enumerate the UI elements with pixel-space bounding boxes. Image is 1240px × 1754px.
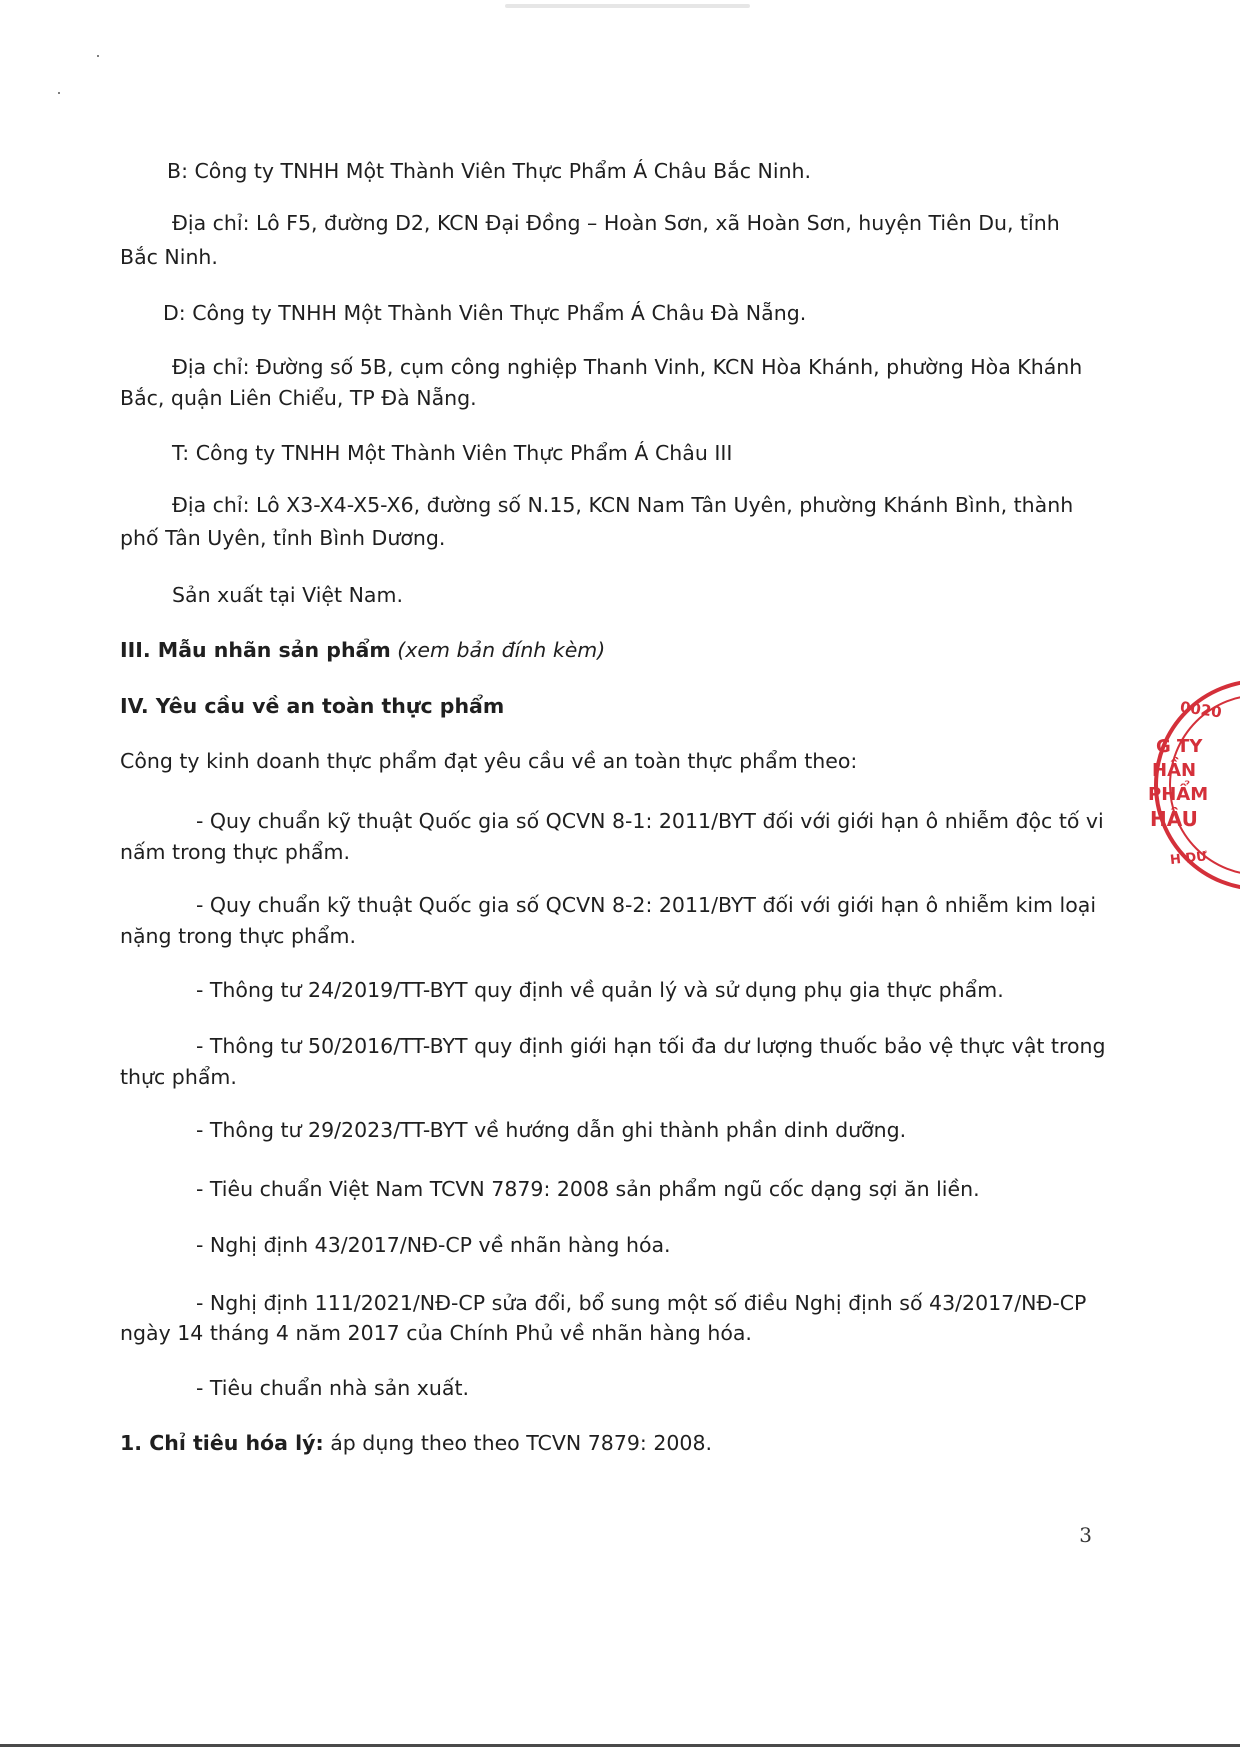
section-4-title: IV. Yêu cầu về an toàn thực phẩm (120, 694, 505, 718)
seal-text: HÂU (1150, 807, 1198, 831)
section-3-title: III. Mẫu nhãn sản phẩm (120, 638, 391, 662)
company-b-address: Địa chỉ: Lô F5, đường D2, KCN Đại Đồng – Hoàn Sơn, xã Hoàn Sơn, huyện Tiên Du, tỉnh (172, 211, 1060, 235)
criteria-label: 1. Chỉ tiêu hóa lý: (120, 1431, 324, 1455)
company-b-address-cont: Bắc Ninh. (120, 245, 218, 269)
standard-item: - Thông tư 24/2019/TT-BYT quy định về quản lý và sử dụng phụ gia thực phẩm. (196, 978, 1004, 1002)
standard-item: - Tiêu chuẩn Việt Nam TCVN 7879: 2008 sản phẩm ngũ cốc dạng sợi ăn liền. (196, 1177, 980, 1201)
page-bottom-border (0, 1744, 1240, 1747)
made-in-vietnam: Sản xuất tại Việt Nam. (172, 583, 403, 607)
company-d-address: Địa chỉ: Đường số 5B, cụm công nghiệp Thanh Vinh, KCN Hòa Khánh, phường Hòa Khánh (172, 355, 1083, 379)
seal-text: G TY (1156, 736, 1203, 757)
standard-item: - Quy chuẩn kỹ thuật Quốc gia số QCVN 8-1: 2011/BYT đối với giới hạn ô nhiễm độc tố vi (196, 809, 1104, 833)
section-3-note: (xem bản đính kèm) (397, 638, 606, 662)
company-d: D: Công ty TNHH Một Thành Viên Thực Phẩm Á Châu Đà Nẵng. (163, 301, 807, 325)
standard-item-cont: ngày 14 tháng 4 năm 2017 của Chính Phủ về nhãn hàng hóa. (120, 1321, 752, 1345)
page-number: 3 (1079, 1523, 1092, 1547)
company-t-address: Địa chỉ: Lô X3-X4-X5-X6, đường số N.15, KCN Nam Tân Uyên, phường Khánh Bình, thành (172, 493, 1074, 517)
physicochemical-criteria (120, 1428, 712, 1458)
standard-item-cont: nấm trong thực phẩm. (120, 840, 350, 864)
company-d-address-cont: Bắc, quận Liên Chiểu, TP Đà Nẵng. (120, 386, 477, 410)
standard-item: - Tiêu chuẩn nhà sản xuất. (196, 1376, 470, 1400)
seal-number: 0020 (1178, 697, 1223, 722)
section-4-intro: Công ty kinh doanh thực phẩm đạt yêu cầu về an toàn thực phẩm theo: (120, 749, 858, 773)
standard-item: - Nghị định 43/2017/NĐ-CP về nhãn hàng hóa. (196, 1233, 671, 1257)
standard-item: - Thông tư 29/2023/TT-BYT về hướng dẫn ghi thành phần dinh dưỡng. (196, 1118, 907, 1142)
company-seal (1150, 680, 1240, 890)
standard-item: - Quy chuẩn kỹ thuật Quốc gia số QCVN 8-2: 2011/BYT đối với giới hạn ô nhiễm kim loại (196, 893, 1097, 917)
company-t: T: Công ty TNHH Một Thành Viên Thực Phẩm Á Châu III (172, 441, 733, 465)
standard-item-cont: thực phẩm. (120, 1065, 237, 1089)
scan-smudge (505, 4, 750, 8)
company-t-address-cont: phố Tân Uyên, tỉnh Bình Dương. (120, 526, 446, 550)
scan-speck (58, 92, 60, 94)
standard-item-cont: nặng trong thực phẩm. (120, 924, 357, 948)
seal-text: H DƯ (1169, 849, 1208, 869)
section-3-heading (120, 635, 605, 665)
scan-speck (97, 55, 99, 57)
company-b: B: Công ty TNHH Một Thành Viên Thực Phẩm Á Châu Bắc Ninh. (167, 159, 812, 183)
seal-text: HẦN (1152, 760, 1197, 781)
criteria-text: áp dụng theo theo TCVN 7879: 2008. (323, 1431, 713, 1455)
seal-text: PHẨM (1148, 784, 1209, 805)
standard-item: - Nghị định 111/2021/NĐ-CP sửa đổi, bổ sung một số điều Nghị định số 43/2017/NĐ-CP (196, 1291, 1087, 1315)
standard-item: - Thông tư 50/2016/TT-BYT quy định giới hạn tối đa dư lượng thuốc bảo vệ thực vật trong (196, 1034, 1106, 1058)
